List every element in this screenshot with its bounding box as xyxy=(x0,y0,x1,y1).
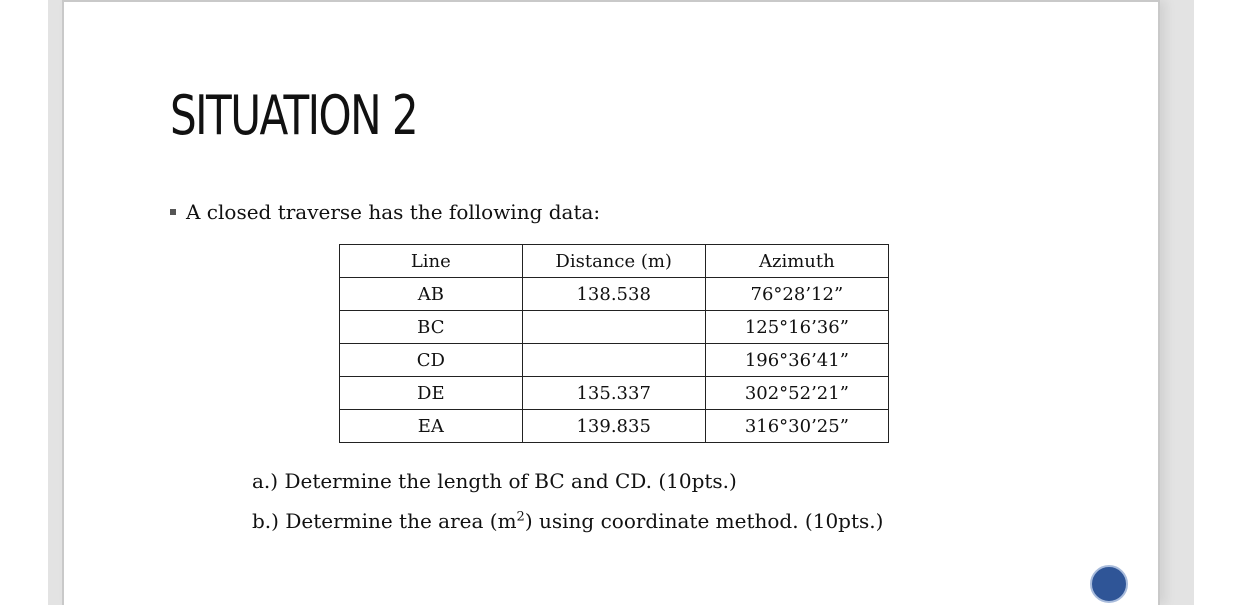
table-row xyxy=(340,311,889,344)
cell-distance: 138.538 xyxy=(522,278,705,311)
globe-badge-icon[interactable] xyxy=(1090,565,1128,603)
question-b-start: b.) Determine the area (m xyxy=(252,509,517,533)
header-line: Line xyxy=(340,245,523,278)
question-a: a.) Determine the length of BC and CD. (10pts.) xyxy=(252,469,737,493)
table-row xyxy=(340,377,889,410)
question-b-superscript: 2 xyxy=(516,509,525,525)
cell-line: AB xyxy=(340,278,523,311)
cell-distance xyxy=(522,344,705,377)
question-b xyxy=(252,509,883,533)
cell-distance xyxy=(522,311,705,344)
cell-azimuth: 76°28’12” xyxy=(705,278,888,311)
table-row xyxy=(340,410,889,443)
header-azimuth: Azimuth xyxy=(705,245,888,278)
cell-distance: 135.337 xyxy=(522,377,705,410)
cell-line: BC xyxy=(340,311,523,344)
header-distance: Distance (m) xyxy=(522,245,705,278)
question-b-end: ) using coordinate method. (10pts.) xyxy=(524,509,884,533)
table-row xyxy=(340,344,889,377)
bullet-square-icon xyxy=(170,209,176,215)
table-row xyxy=(340,278,889,311)
cell-azimuth: 196°36’41” xyxy=(705,344,888,377)
table-header-row xyxy=(340,245,889,278)
cell-line: CD xyxy=(340,344,523,377)
intro-bullet xyxy=(170,200,600,224)
slide xyxy=(62,0,1160,605)
cell-azimuth: 316°30’25” xyxy=(705,410,888,443)
slide-title: SITUATION 2 xyxy=(170,84,418,147)
cell-distance: 139.835 xyxy=(522,410,705,443)
traverse-table xyxy=(339,244,889,443)
cell-line: EA xyxy=(340,410,523,443)
cell-azimuth: 302°52’21” xyxy=(705,377,888,410)
intro-text: A closed traverse has the following data: xyxy=(186,200,601,224)
cell-azimuth: 125°16’36” xyxy=(705,311,888,344)
cell-line: DE xyxy=(340,377,523,410)
